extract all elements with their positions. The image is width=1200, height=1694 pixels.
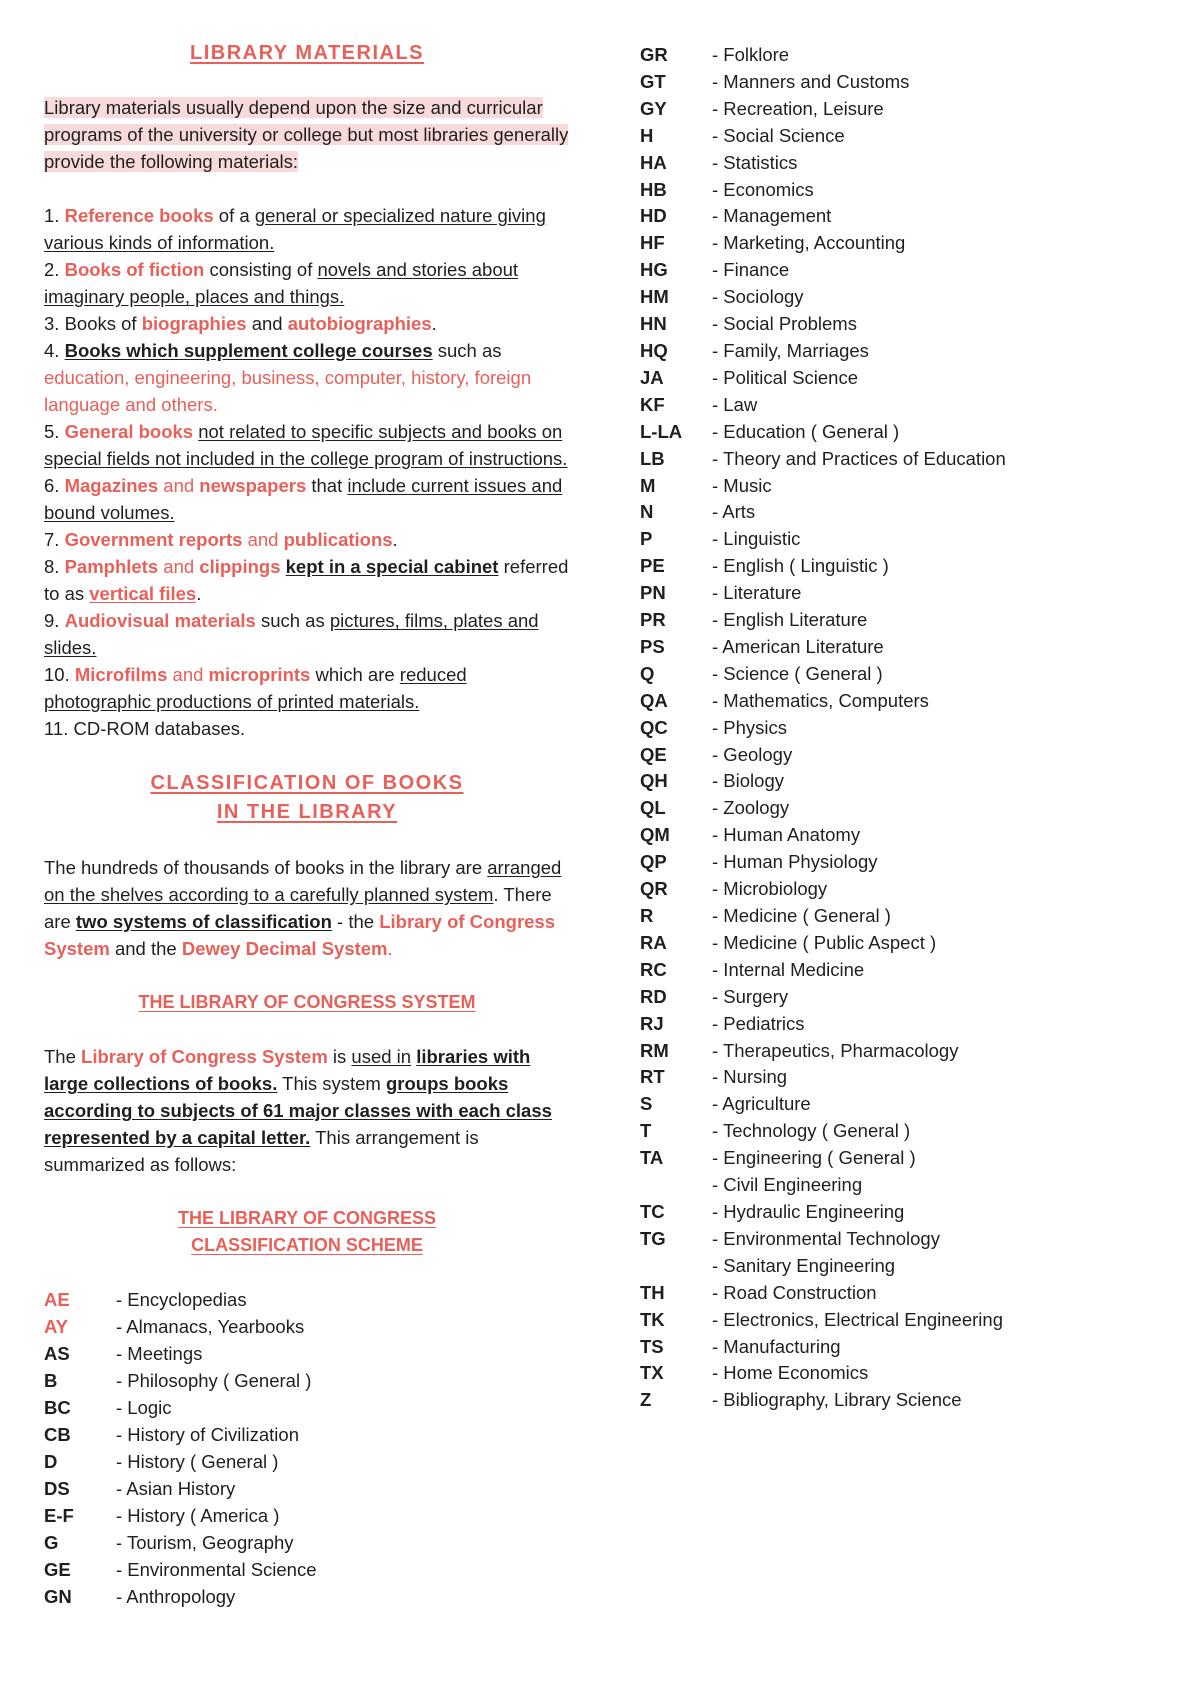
class-code: RD [640, 985, 667, 1007]
class-code: Z [640, 1389, 652, 1411]
class-description: - American Literature [712, 635, 884, 657]
class-description: - Human Anatomy [712, 824, 861, 846]
class-code: E-F [44, 1505, 74, 1526]
code-row [640, 1091, 1170, 1118]
class-code: GE [44, 1559, 71, 1580]
class-description: - Civil Engineering [712, 1174, 863, 1196]
class-code: RM [640, 1039, 669, 1061]
code-row [640, 984, 1170, 1011]
code-row [640, 419, 1170, 446]
code-row [640, 580, 1170, 607]
para-term: Library of Congress System [44, 911, 556, 959]
code-row [640, 1307, 1170, 1334]
item-term: clippings [199, 556, 281, 577]
code-row [640, 1280, 1170, 1307]
item-red-text: and [167, 664, 209, 685]
code-row [640, 930, 1170, 957]
class-description: - Anthropology [116, 1586, 236, 1607]
class-code: AE [44, 1289, 70, 1310]
para-bold-underlined: two systems of classification [75, 911, 332, 932]
class-code: QA [640, 689, 668, 711]
class-code: L-LA [640, 420, 683, 442]
code-row [44, 1340, 570, 1367]
class-description: - Tourism, Geography [116, 1532, 294, 1553]
list-item-4 [44, 337, 570, 418]
item-number: 9. [44, 610, 60, 631]
class-description: - Geology [712, 743, 793, 765]
class-description: - Environmental Technology [712, 1227, 940, 1249]
class-description: - Biology [712, 770, 784, 792]
class-code: R [640, 905, 654, 926]
item-text: which are [310, 664, 400, 685]
class-code: HB [640, 178, 667, 200]
item-term: General books [64, 421, 194, 442]
class-code: LB [640, 447, 665, 469]
code-row [640, 69, 1170, 96]
item-text: . [196, 583, 202, 604]
class-code: RA [640, 931, 667, 953]
para-text: and the [109, 938, 182, 959]
code-row [640, 1360, 1170, 1387]
class-description: - Economics [712, 178, 814, 200]
class-code: QE [640, 743, 667, 765]
item-underlined: reduced photographic productions of printed materials. [44, 664, 467, 712]
item-red-text: and [158, 475, 200, 496]
code-row [640, 607, 1170, 634]
list-item-3 [44, 310, 570, 337]
code-row [640, 1011, 1170, 1038]
code-row [44, 1583, 570, 1610]
item-text: referred to as [44, 556, 569, 604]
code-row [640, 123, 1170, 150]
class-description: - Technology ( General ) [712, 1120, 911, 1142]
class-code: GN [44, 1586, 72, 1607]
class-description: - Literature [712, 582, 802, 604]
class-code: QL [640, 797, 666, 819]
class-code: PE [640, 555, 665, 577]
item-underlined: not related to specific subjects and books on special fields not included in the college program of instructions. [44, 421, 568, 469]
class-code: TK [640, 1308, 665, 1330]
item-text: such as [255, 610, 330, 631]
class-code: KF [640, 393, 665, 415]
para-text: This system [277, 1073, 386, 1094]
item-term: Microfilms [74, 664, 168, 685]
class-code: T [640, 1120, 652, 1142]
class-description: - Sanitary Engineering [712, 1254, 896, 1276]
codes-list-left [44, 1286, 570, 1610]
class-description: - Family, Marriages [712, 339, 869, 361]
class-description: - Education ( General ) [712, 420, 900, 442]
class-code: PR [640, 609, 666, 631]
class-description: - Recreation, Leisure [712, 97, 884, 119]
code-row [640, 96, 1170, 123]
code-row [640, 230, 1170, 257]
code-row [640, 1334, 1170, 1361]
code-row [44, 1529, 570, 1556]
item-text: of a [213, 205, 255, 226]
class-description: - Nursing [712, 1066, 788, 1088]
class-code: D [44, 1451, 58, 1472]
para-text: The hundreds of thousands of books in the library are [44, 857, 488, 878]
item-red-text: and [242, 529, 284, 550]
codes-list-right [640, 42, 1170, 1414]
code-row [640, 284, 1170, 311]
code-row [640, 338, 1170, 365]
class-code: H [640, 124, 654, 146]
para-term: Dewey Decimal System [181, 938, 388, 959]
para-underlined: used in [351, 1046, 412, 1067]
class-description: - Marketing, Accounting [712, 232, 906, 254]
item-number: 1. [44, 205, 60, 226]
code-row [640, 742, 1170, 769]
class-description: - Surgery [712, 985, 789, 1007]
scheme-title-1: THE LIBRARY OF CONGRESS [177, 1208, 437, 1228]
class-description: - Folklore [712, 44, 790, 65]
class-description: - Road Construction [712, 1281, 877, 1303]
class-code: GY [640, 97, 667, 119]
class-code: DS [44, 1478, 70, 1499]
list-item-10 [44, 661, 570, 715]
class-code: QH [640, 770, 668, 792]
class-description: - History ( America ) [116, 1505, 280, 1526]
code-row [640, 177, 1170, 204]
code-row [44, 1313, 570, 1340]
class-description: - Environmental Science [116, 1559, 317, 1580]
class-code: TS [640, 1335, 664, 1357]
class-code: JA [640, 366, 664, 388]
class-code: PS [640, 635, 665, 657]
code-row [640, 1118, 1170, 1145]
class-description: - Theory and Practices of Education [712, 447, 1006, 469]
code-row [640, 365, 1170, 392]
para-text: - the [331, 911, 380, 932]
class-description: - Agriculture [712, 1093, 811, 1115]
item-text: consisting of [204, 259, 318, 280]
class-description: - Political Science [712, 366, 859, 388]
class-code: HD [640, 205, 667, 227]
class-description: - Philosophy ( General ) [116, 1370, 312, 1391]
list-item-5 [44, 418, 570, 472]
code-row [640, 795, 1170, 822]
code-row [640, 661, 1170, 688]
list-item-6 [44, 472, 570, 526]
code-row [44, 1286, 570, 1313]
class-code: M [640, 474, 656, 496]
classification-title-1: CLASSIFICATION OF BOOKS [150, 772, 464, 794]
item-term: publications [283, 529, 393, 550]
code-row [640, 526, 1170, 553]
code-row [44, 1421, 570, 1448]
class-description: - Finance [712, 259, 790, 281]
class-code: B [44, 1370, 58, 1391]
code-row [640, 1038, 1170, 1065]
item-number: 4. [44, 340, 60, 361]
class-description: - English Literature [712, 609, 868, 631]
class-code: TH [640, 1281, 665, 1303]
item-term: newspapers [199, 475, 307, 496]
class-code: TA [640, 1147, 664, 1169]
item-number: 3. Books of [44, 313, 137, 334]
class-description: - Statistics [712, 151, 798, 173]
classification-title-2: IN THE LIBRARY [216, 801, 398, 823]
item-number: 10. [44, 664, 70, 685]
class-description: - Manners and Customs [712, 70, 910, 92]
list-item-9 [44, 607, 570, 661]
intro-highlight: Library materials usually depend upon the size and curricular programs of the university or college but most libraries generally provide the following materials: [44, 97, 569, 172]
class-description: - Encyclopedias [116, 1289, 247, 1310]
code-row [44, 1502, 570, 1529]
code-row [640, 203, 1170, 230]
class-code: RT [640, 1066, 665, 1088]
code-row [640, 822, 1170, 849]
class-description: - Social Problems [712, 313, 857, 335]
code-row [640, 957, 1170, 984]
item-text: . [392, 529, 398, 550]
code-row [640, 1199, 1170, 1226]
item-number: 2. [44, 259, 60, 280]
item-underlined: include current issues and bound volumes. [44, 475, 563, 523]
code-row [640, 1387, 1170, 1414]
code-row [44, 1394, 570, 1421]
class-code [640, 1172, 712, 1199]
class-code: TG [640, 1227, 666, 1249]
class-description: - Manufacturing [712, 1335, 841, 1357]
class-description: - English ( Linguistic ) [712, 555, 889, 577]
class-code: CB [44, 1424, 71, 1445]
class-description: - History ( General ) [116, 1451, 279, 1472]
para-text: . [387, 938, 393, 959]
code-row [640, 1226, 1170, 1253]
code-row [44, 1367, 570, 1394]
class-description: - Social Science [712, 124, 845, 146]
item-text: such as [432, 340, 502, 361]
list-item-2 [44, 256, 570, 310]
class-code: GR [640, 44, 668, 65]
code-row [640, 903, 1170, 930]
class-code: HF [640, 232, 665, 254]
code-row [640, 849, 1170, 876]
class-description: - Management [712, 205, 832, 227]
code-row [640, 768, 1170, 795]
item-term: Books which supplement college courses [64, 340, 433, 361]
class-description: - Logic [116, 1397, 172, 1418]
para-text: is [327, 1046, 352, 1067]
class-code: QC [640, 716, 668, 738]
list-item-11: 11. CD-ROM databases. [44, 718, 246, 739]
item-underlined: pictures, films, plates and slides. [44, 610, 539, 658]
class-code: AS [44, 1343, 70, 1364]
class-code: RC [640, 958, 667, 980]
class-code: P [640, 528, 653, 550]
item-term: Audiovisual materials [64, 610, 256, 631]
class-description: - Engineering ( General ) [712, 1147, 916, 1169]
class-description: - Meetings [116, 1343, 203, 1364]
class-description: - Almanacs, Yearbooks [116, 1316, 305, 1337]
code-row [640, 257, 1170, 284]
para-text: This arrangement is summarized as follows: [44, 1127, 479, 1175]
class-description: - Microbiology [712, 878, 828, 900]
code-row [44, 1556, 570, 1583]
item-red-text: education, engineering, business, computer, history, foreign language and others. [44, 367, 532, 415]
code-row [640, 1064, 1170, 1091]
class-code: G [44, 1532, 59, 1553]
class-description: - Mathematics, Computers [712, 689, 929, 711]
code-row [640, 42, 1170, 69]
para-bold-underlined: libraries with large collections of books. [44, 1046, 531, 1094]
item-term: Pamphlets [64, 556, 159, 577]
class-description: - Zoology [712, 797, 790, 819]
class-description: - Human Physiology [712, 851, 878, 873]
class-code: HQ [640, 339, 668, 361]
scheme-title-2: CLASSIFICATION SCHEME [191, 1235, 423, 1255]
class-description: - Physics [712, 716, 788, 738]
class-code: QR [640, 878, 668, 900]
item-underlined: general or specialized nature giving various kinds of information. [44, 205, 546, 253]
class-description: - Linguistic [712, 528, 801, 550]
list-item-8 [44, 553, 570, 607]
item-term: Government reports [64, 529, 243, 550]
code-row [640, 1253, 1170, 1280]
page-title: LIBRARY MATERIALS [189, 42, 424, 64]
code-row [640, 1172, 1170, 1199]
class-code: HG [640, 259, 668, 281]
item-underlined: novels and stories about imaginary people, places and things. [44, 259, 519, 307]
class-description: - Therapeutics, Pharmacology [712, 1039, 959, 1061]
code-row [640, 473, 1170, 500]
item-term: vertical files [89, 583, 197, 604]
class-code: Q [640, 662, 655, 684]
class-description: - Pediatrics [712, 1012, 805, 1034]
code-row [44, 1475, 570, 1502]
code-row [640, 392, 1170, 419]
item-text: . [431, 313, 437, 334]
class-description: - Bibliography, Library Science [712, 1389, 962, 1411]
code-row [44, 1448, 570, 1475]
item-term: biographies [141, 313, 247, 334]
class-description: - Electronics, Electrical Engineering [712, 1308, 1003, 1330]
class-description: - Arts [712, 501, 756, 523]
list-item-7 [44, 526, 570, 553]
class-code: BC [44, 1397, 71, 1418]
class-description: - Law [712, 393, 758, 415]
item-term: microprints [208, 664, 311, 685]
class-description: - Medicine ( Public Aspect ) [712, 931, 937, 953]
list-item-1 [44, 202, 570, 256]
item-text: that [306, 475, 348, 496]
class-description: - Music [712, 474, 772, 496]
code-row [640, 446, 1170, 473]
class-description: - Science ( General ) [712, 662, 883, 684]
class-description: - Asian History [116, 1478, 236, 1499]
item-number: 7. [44, 529, 60, 550]
code-row [640, 715, 1170, 742]
class-code: QP [640, 851, 667, 873]
item-text: and [246, 313, 288, 334]
para-text: The [44, 1046, 82, 1067]
code-row [640, 634, 1170, 661]
class-code: TX [640, 1362, 664, 1384]
class-code: GT [640, 70, 666, 92]
class-code: S [640, 1093, 653, 1115]
item-term: autobiographies [287, 313, 432, 334]
para-bold-underlined: groups books according to subjects of 61 major classes with each class represented by a capital letter. [44, 1073, 552, 1148]
code-row [640, 688, 1170, 715]
para-term: Library of Congress System [81, 1046, 328, 1067]
class-code: HA [640, 151, 667, 173]
class-description: - Hydraulic Engineering [712, 1200, 905, 1222]
code-row [640, 553, 1170, 580]
class-description: - Internal Medicine [712, 958, 865, 980]
class-description: - History of Civilization [116, 1424, 299, 1445]
classification-paragraph [44, 854, 570, 962]
para-underlined: arranged on the shelves according to a carefully planned system [44, 857, 562, 905]
item-red-text: and [158, 556, 200, 577]
item-number: 5. [44, 421, 60, 442]
intro-paragraph [44, 94, 570, 175]
item-term: Magazines [64, 475, 159, 496]
class-code: PN [640, 582, 666, 604]
item-number: 8. [44, 556, 60, 577]
class-code: HM [640, 286, 669, 308]
class-description: - Sociology [712, 286, 804, 308]
item-bold-underlined: kept in a special cabinet [285, 556, 499, 577]
code-row [640, 1145, 1170, 1172]
class-code: QM [640, 824, 670, 846]
item-term: Reference books [64, 205, 214, 226]
code-row [640, 311, 1170, 338]
class-code: N [640, 501, 654, 523]
class-code: AY [44, 1316, 69, 1337]
loc-system-paragraph [44, 1043, 570, 1178]
code-row [640, 876, 1170, 903]
item-term: Books of fiction [64, 259, 205, 280]
class-code [640, 1253, 712, 1280]
right-column [640, 42, 1170, 1414]
class-description: - Medicine ( General ) [712, 905, 891, 926]
class-description: - Home Economics [712, 1362, 869, 1384]
code-row [640, 499, 1170, 526]
item-number: 6. [44, 475, 60, 496]
loc-system-title: THE LIBRARY OF CONGRESS SYSTEM [138, 992, 476, 1012]
class-code: TC [640, 1200, 665, 1222]
left-column [44, 40, 570, 1610]
para-text: . There are [44, 884, 552, 932]
code-row [640, 150, 1170, 177]
class-code: HN [640, 313, 667, 335]
class-code: RJ [640, 1012, 664, 1034]
